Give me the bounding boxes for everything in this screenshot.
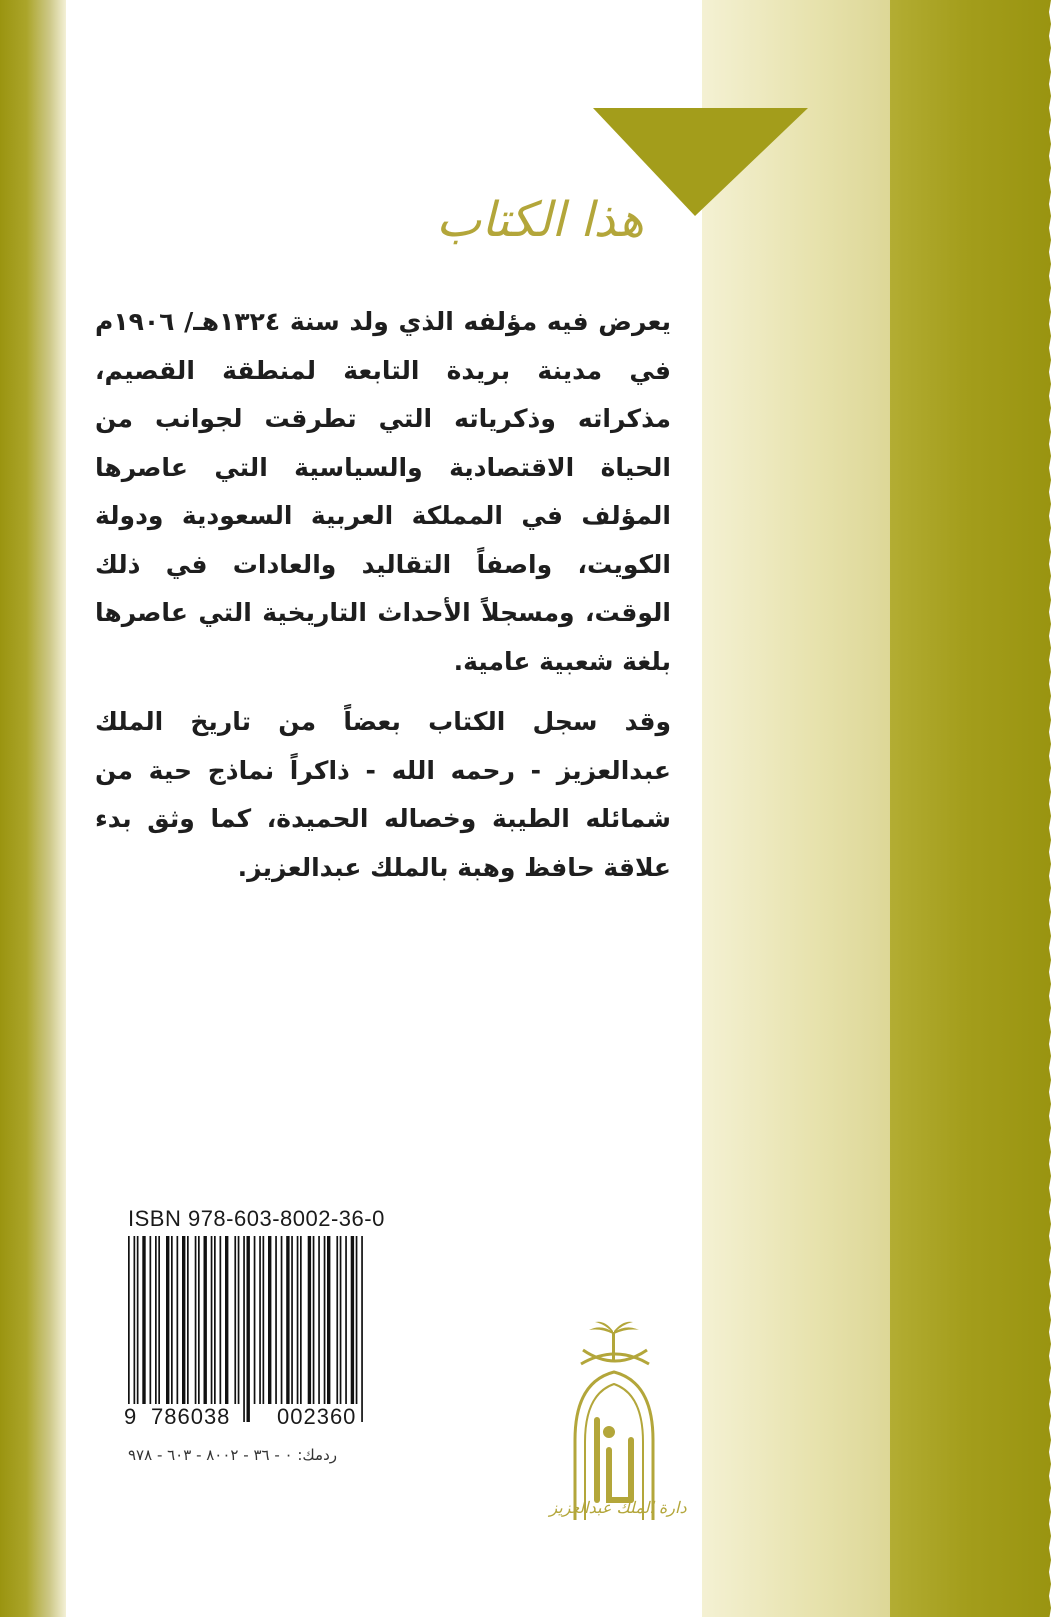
zigzag-edge	[1035, 0, 1063, 1617]
barcode-digits-right: 002360	[274, 1404, 359, 1430]
description-paragraph-2: وقد سجل الكتاب بعضاً من تاريخ الملك عبدالعزيز - رحمه الله - ذاكراً نماذج حية من شمائله الطيبة وخصاله الحميدة، كما وثق بدء علاقة حافظ وهبة بالملك عبدالعزيز.	[95, 707, 671, 882]
barcode-bar	[142, 1236, 145, 1404]
left-olive-strip	[0, 0, 66, 1617]
barcode-bar	[128, 1236, 130, 1422]
barcode-bar	[254, 1236, 256, 1404]
barcode-bar	[300, 1236, 302, 1404]
heading-this-book: هذا الكتاب	[436, 192, 644, 248]
barcode-bar	[247, 1236, 250, 1422]
barcode-bar	[234, 1236, 236, 1404]
barcode-bar	[158, 1236, 160, 1404]
barcode-bar	[281, 1236, 283, 1404]
barcode-bar	[336, 1236, 338, 1404]
barcode-bar	[225, 1236, 228, 1404]
description-paragraph-1: يعرض فيه مؤلفه الذي ولد سنة ١٣٢٤هـ/ ١٩٠٦م في مدينة بريدة التابعة لمنطقة القصيم، مذكراته وذكرياته التي تطرقت لجوانب من الحياة الاقتصادية والسياسية التي عاصرها المؤلف في المملكة العربية السعودية ودولة الكويت، واصفاً التقاليد والعادات في ذلك الوقت، ومسجلاً الأحداث التاريخية التي عاصرها بلغة شعبية عامية.	[95, 307, 671, 676]
barcode-bar	[263, 1236, 265, 1404]
barcode-bar	[171, 1236, 173, 1404]
barcode-bar	[214, 1236, 216, 1404]
barcode-bar	[243, 1236, 245, 1422]
barcode-bar	[275, 1236, 277, 1404]
barcode-bar	[318, 1236, 320, 1404]
barcode-bar	[137, 1236, 139, 1404]
isbn-arabic: ردمك: ٠ - ٣٦ - ٨٠٠٢ - ٦٠٣ - ٩٧٨	[128, 1446, 337, 1464]
barcode-bar	[150, 1236, 152, 1404]
book-description	[95, 298, 671, 892]
barcode-bar	[220, 1236, 222, 1404]
barcode-bar	[324, 1236, 326, 1404]
barcode-bar	[195, 1236, 197, 1404]
barcode-bar	[361, 1236, 363, 1422]
barcode-bar	[340, 1236, 342, 1404]
right-cream-column	[702, 0, 890, 1617]
barcode-bar	[327, 1236, 330, 1404]
barcode-digit-first: 9	[124, 1404, 140, 1430]
barcode-bar	[259, 1236, 261, 1404]
barcode-digits	[124, 1404, 400, 1434]
barcode-bar	[198, 1236, 200, 1404]
barcode-bar	[134, 1236, 136, 1422]
barcode-bar	[268, 1236, 271, 1404]
barcode-bar	[345, 1236, 347, 1404]
barcode-bar	[313, 1236, 315, 1404]
barcode-bar	[204, 1236, 207, 1404]
barcode-bar	[177, 1236, 179, 1404]
darah-logo	[545, 1320, 685, 1560]
barcode-bar	[356, 1236, 358, 1422]
barcode-digits-left: 786038	[148, 1404, 233, 1430]
barcode-bar	[182, 1236, 185, 1404]
barcode-bar	[351, 1236, 354, 1404]
barcode-bar	[297, 1236, 299, 1404]
barcode-bar	[155, 1236, 157, 1404]
barcode-bar	[286, 1236, 289, 1404]
publisher-name: دارة الملك عبدالعزيز	[549, 1498, 687, 1517]
barcode-bar	[308, 1236, 311, 1404]
barcode-bar	[211, 1236, 213, 1404]
barcode-bar	[166, 1236, 169, 1404]
barcode-bar	[291, 1236, 293, 1404]
barcode-bar	[187, 1236, 189, 1404]
isbn-label: ISBN 978-603-8002-36-0	[128, 1206, 385, 1231]
barcode-bar	[238, 1236, 240, 1404]
